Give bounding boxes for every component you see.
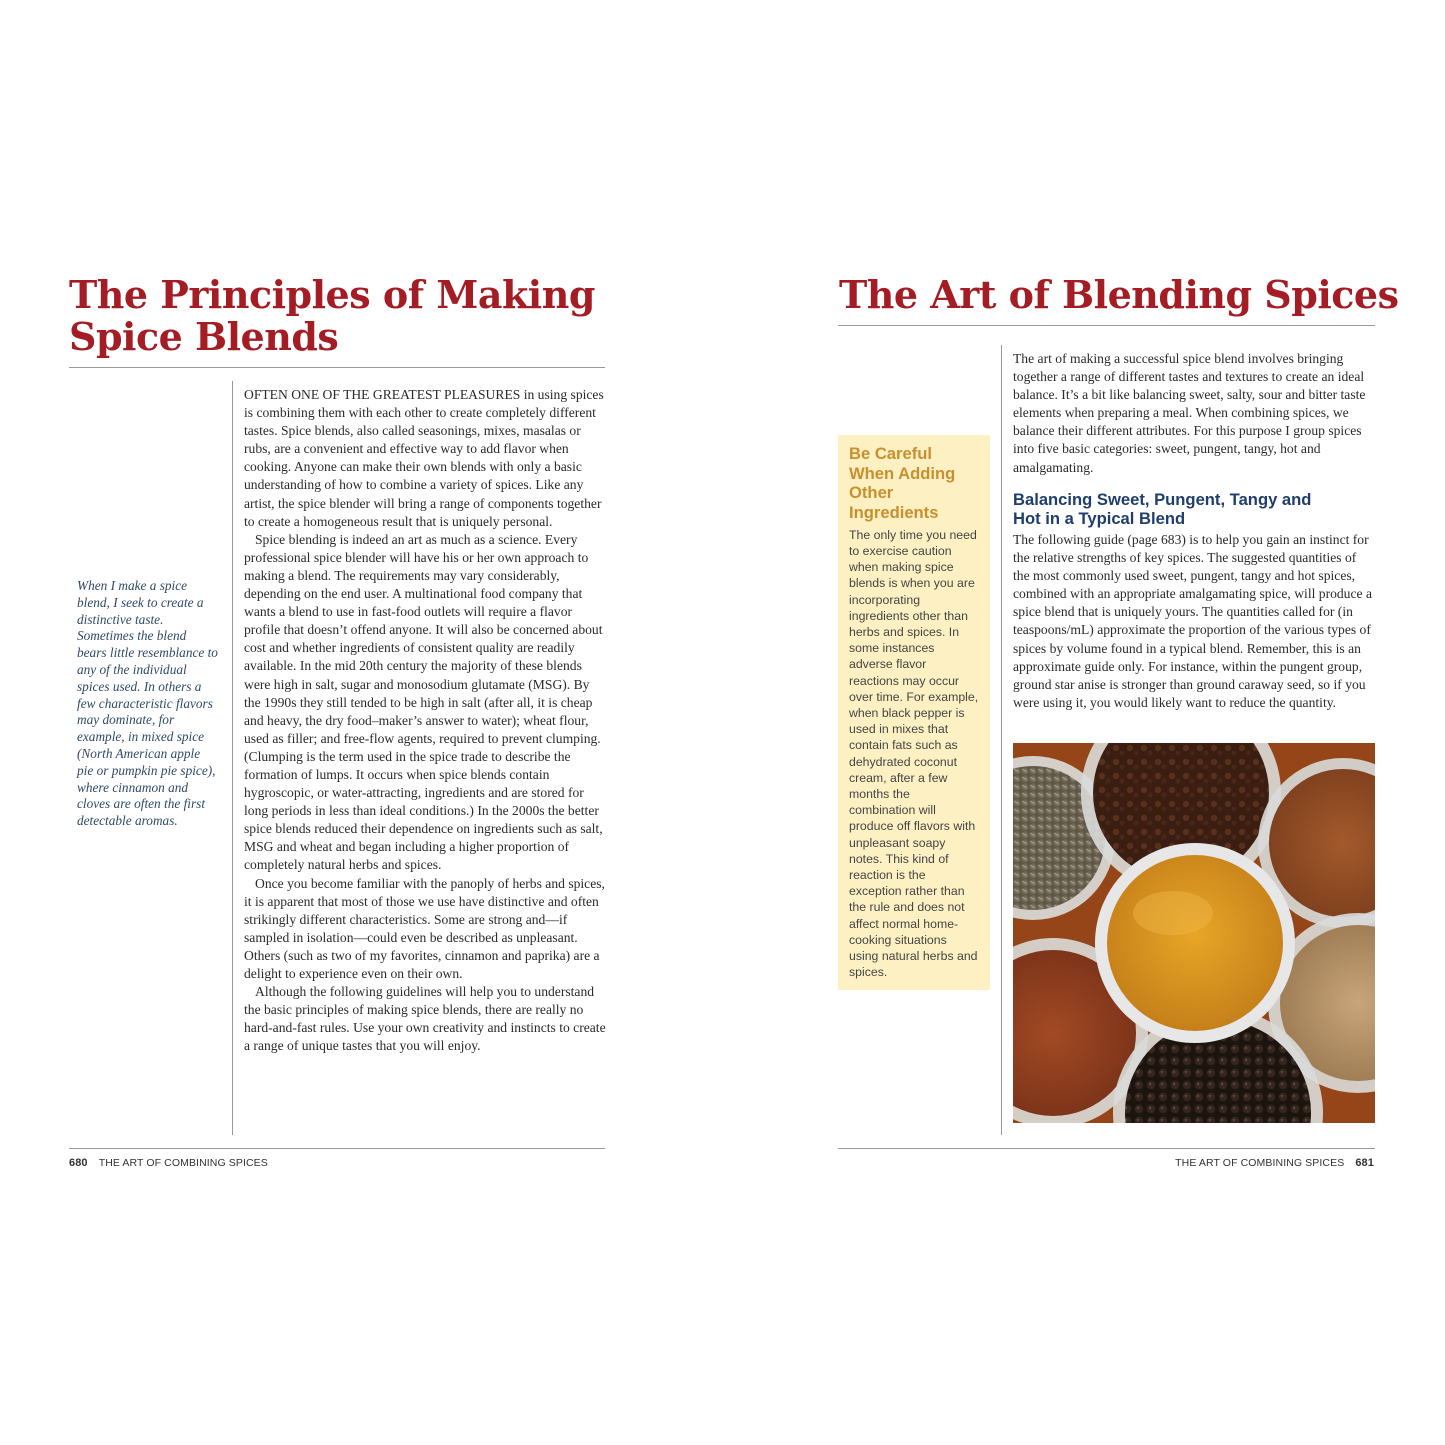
title-rule: [69, 367, 605, 368]
left-body-text: [244, 386, 608, 1055]
right-page-title: The Art of Blending Spices: [839, 272, 1399, 317]
sidebar-text: The only time you need to exercise caution when making spice blends is when you are incorporating ingredients other than herbs and spices. In some instances adverse flavor reactions may occur over time. For example, when black pepper is used in mixes that contain fats such as dehydrated coconut cream, after a few months the combination will produce off flavors with unpleasant soapy notes. This kind of reaction is the exception rather than the rule and does not affect normal home-cooking situations using natural herbs and spices.: [849, 527, 979, 980]
pull-quote: When I make a spice blend, I seek to create a distinctive taste. Sometimes the blend bears little resemblance to any of the individual spices used. In others a few characteristic flavors may dominate, for example, in mixed spice (North American apple pie or pumpkin pie spice), where cinnamon and cloves are often the first detectable aromas.: [77, 578, 218, 829]
right-footer: [1175, 1157, 1374, 1169]
right-page: [722, 0, 1445, 1445]
intro-text: The art of making a successful spice blend involves bringing together a range of different tastes and textures to create an ideal balance. It’s a bit like balancing sweet, salty, sour and bitter taste elements when preparing a meal. When combining spices, we balance their different attributes. For this purpose I group spices into five basic categories: sweet, pungent, tangy, hot and amalgamating.: [1013, 351, 1366, 475]
left-page: [0, 0, 722, 1445]
title-rule: [838, 325, 1375, 326]
footer-rule: [838, 1148, 1375, 1149]
left-page-title: The Principles of Making Spice Blends: [69, 272, 595, 359]
spice-bowls-image: [1013, 743, 1375, 1123]
section-subheading: Balancing Sweet, Pungent, Tangy and Hot in a Typical Blend: [1013, 490, 1312, 528]
page-number: 681: [1355, 1157, 1374, 1169]
guide-text: The following guide (page 683) is to help you gain an instinct for the relative strengths of key spices. The suggested quantities of the most commonly used sweet, pungent, tangy and hot spices, combined with an appropriate amalgamating spice, will produce a spice blend that is uniquely yours. The quantities called for (in teaspoons/mL) approximate the proportion of the various types of spices by volume found in a typical blend. Remember, this is an approximate guide only. For instance, within the pungent group, ground star anise is stronger than ground caraway seed, so if you were using it, you would likely want to reduce the quantity.: [1013, 532, 1372, 710]
column-divider: [232, 381, 233, 1135]
running-footer: THE ART OF COMBINING SPICES: [1175, 1157, 1345, 1169]
paragraph: Once you become familiar with the panoply of herbs and spices, it is apparent that most of those we use have distinctive and often strikingly different characteristics. Some are strong and—if sampled in isolation—could even be described as unpleasant. Others (such as two of my favorites, cinnamon and paprika) are a delight to experience even on their own.: [244, 875, 605, 981]
column-divider: [1001, 345, 1002, 1135]
paragraph: Spice blending is indeed an art as much as a science. Every professional spice blender will have his or her own approach to making a blend. The requirements may vary considerably, depending on the end user. A multinational food company that wants a blend to use in fast-food outlets will require a flavor profile that doesn’t offend anyone. It will also be concerned about cost and whether ingredients of consistent quality are readily available. In the mid 20th century the majority of these blends were high in salt, sugar and monosodium glutamate (MSG). By the 1990s they still tended to be high in salt (after all, it is cheap and heavy, the dry food–maker’s answer to water); wheat flour, used as filler; and free-flow agents, required to prevent clumping. (Clumping is the term used in the spice trade to describe the formation of lumps. It occurs when spice blends contain hygroscopic, or water-attracting, ingredients and are stored for long periods in less than ideal conditions.) In the 2000s the better spice blends reduced their dependence on ingredients such as salt, MSG and wheat and began including a higher proportion of completely natural herbs and spices.: [244, 531, 603, 873]
left-footer: [69, 1157, 268, 1169]
paragraph: Although the following guidelines will help you to understand the basic principles of making spice blends, there are really no hard-and-fast rules. Use your own creativity and instincts to create a range of unique tastes that you will enjoy.: [244, 984, 606, 1054]
running-footer: THE ART OF COMBINING SPICES: [98, 1157, 268, 1169]
sidebar-heading: Be Careful When Adding Other Ingredients: [849, 444, 956, 523]
spice-bowls-photo: [1013, 743, 1375, 1123]
paragraph: OFTEN ONE OF THE GREATEST PLEASURES in using spices is combining them with each other to create completely different tastes. Spice blends, also called seasonings, mixes, masalas or rubs, are a convenient and effective way to add flavor when cooking. Anyone can make their own blends with only a basic understanding of how to combine a variety of spices. Like any artist, the spice blender will bring a range of components together to create a homogeneous result that is uniquely personal.: [244, 387, 604, 529]
footer-rule: [69, 1148, 605, 1149]
caution-sidebar: [838, 435, 990, 990]
page-number: 680: [69, 1157, 88, 1169]
